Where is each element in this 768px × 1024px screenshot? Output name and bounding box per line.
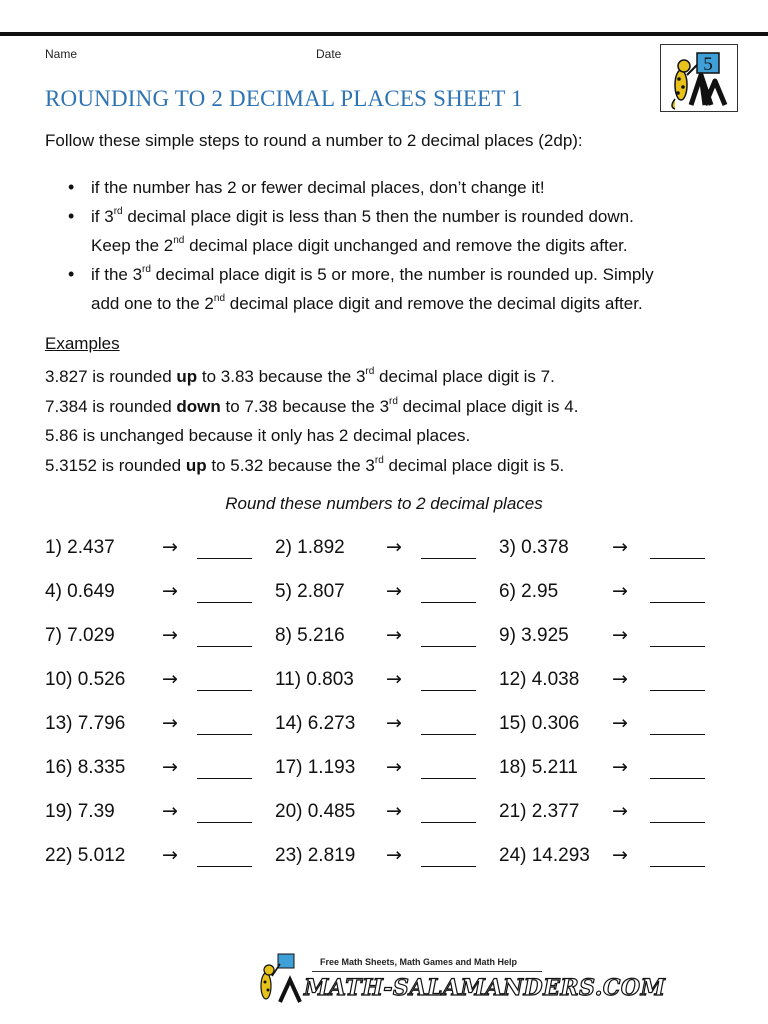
- answer-blank[interactable]: [421, 690, 476, 691]
- arrow-right-icon: →: [386, 668, 402, 690]
- question-label: 9) 3.925: [499, 625, 569, 646]
- answer-blank[interactable]: [421, 822, 476, 823]
- question-label: 15) 0.306: [499, 713, 580, 734]
- question-row: [0, 706, 768, 736]
- grade-logo: [660, 44, 738, 112]
- answer-blank[interactable]: [421, 778, 476, 779]
- arrow-right-icon: →: [612, 756, 628, 778]
- arrow-right-icon: →: [162, 756, 178, 778]
- footer-brand: MATH-SALAMANDERS.COM: [304, 975, 666, 1001]
- question-label: 11) 0.803: [275, 669, 354, 690]
- logo-number: 5: [703, 54, 713, 75]
- question-row: [0, 574, 768, 604]
- question-label: 5) 2.807: [275, 581, 345, 602]
- example-line: 3.827 is rounded up to 3.83 because the 3rd decimal place digit is 7.: [45, 366, 555, 386]
- answer-blank[interactable]: [197, 646, 252, 647]
- footer-tagline: Free Math Sheets, Math Games and Math Help: [320, 957, 518, 967]
- step-item: • if the number has 2 or fewer decimal places, don’t change it!: [45, 173, 735, 202]
- question-label: 16) 8.335: [45, 757, 126, 778]
- example-line: 7.384 is rounded down to 7.38 because the 3rd decimal place digit is 4.: [45, 395, 579, 416]
- question-row: [0, 618, 768, 648]
- questions-instruction: Round these numbers to 2 decimal places: [225, 494, 543, 513]
- arrow-right-icon: →: [162, 712, 178, 734]
- answer-blank[interactable]: [421, 734, 476, 735]
- question-row: [0, 750, 768, 780]
- arrow-right-icon: →: [612, 800, 628, 822]
- arrow-right-icon: →: [612, 668, 628, 690]
- question-row: [0, 662, 768, 692]
- arrow-right-icon: →: [162, 800, 178, 822]
- question-label: 21) 2.377: [499, 801, 580, 822]
- arrow-right-icon: →: [386, 712, 402, 734]
- arrow-right-icon: →: [612, 844, 628, 866]
- name-label: Name: [45, 47, 78, 61]
- answer-blank[interactable]: [421, 602, 476, 603]
- question-label: 10) 0.526: [45, 669, 126, 690]
- answer-blank[interactable]: [650, 690, 705, 691]
- arrow-right-icon: →: [612, 580, 628, 602]
- question-label: 6) 2.95: [499, 581, 559, 602]
- footer-logo: [250, 950, 666, 1010]
- answer-blank[interactable]: [197, 778, 252, 779]
- question-label: 20) 0.485: [275, 801, 356, 822]
- question-label: 2) 1.892: [275, 537, 345, 558]
- question-label: 24) 14.293: [499, 845, 590, 866]
- answer-blank[interactable]: [650, 646, 705, 647]
- answer-blank[interactable]: [650, 602, 705, 603]
- question-label: 8) 5.216: [275, 625, 345, 646]
- answer-blank[interactable]: [197, 602, 252, 603]
- answer-blank[interactable]: [197, 558, 252, 559]
- examples-heading: Examples: [45, 334, 120, 353]
- arrow-right-icon: →: [612, 712, 628, 734]
- examples-list: [45, 362, 745, 480]
- footer-divider: [312, 971, 542, 972]
- date-label: Date: [316, 47, 342, 61]
- page-title: ROUNDING TO 2 DECIMAL PLACES SHEET 1: [45, 86, 523, 111]
- answer-blank[interactable]: [421, 558, 476, 559]
- answer-blank[interactable]: [197, 734, 252, 735]
- arrow-right-icon: →: [386, 800, 402, 822]
- arrow-right-icon: →: [612, 624, 628, 646]
- footer-salamander-icon: [250, 950, 310, 1010]
- question-label: 13) 7.796: [45, 713, 126, 734]
- question-label: 19) 7.39: [45, 801, 115, 822]
- answer-blank[interactable]: [197, 690, 252, 691]
- question-label: 18) 5.211: [499, 757, 578, 778]
- question-label: 1) 2.437: [45, 537, 115, 558]
- answer-blank[interactable]: [197, 866, 252, 867]
- top-rule: [0, 32, 768, 36]
- question-label: 7) 7.029: [45, 625, 115, 646]
- arrow-right-icon: →: [162, 624, 178, 646]
- salamander-logo-icon: [661, 45, 737, 111]
- arrow-right-icon: →: [386, 580, 402, 602]
- answer-blank[interactable]: [421, 646, 476, 647]
- intro-text: Follow these simple steps to round a number to 2 decimal places (2dp):: [45, 131, 583, 150]
- answer-blank[interactable]: [650, 734, 705, 735]
- question-label: 4) 0.649: [45, 581, 115, 602]
- arrow-right-icon: →: [162, 536, 178, 558]
- question-label: 22) 5.012: [45, 845, 126, 866]
- arrow-right-icon: →: [386, 844, 402, 866]
- arrow-right-icon: →: [612, 536, 628, 558]
- answer-blank[interactable]: [650, 778, 705, 779]
- arrow-right-icon: →: [162, 844, 178, 866]
- question-label: 12) 4.038: [499, 669, 580, 690]
- answer-blank[interactable]: [650, 822, 705, 823]
- answer-blank[interactable]: [421, 866, 476, 867]
- question-label: 17) 1.193: [275, 757, 356, 778]
- arrow-right-icon: →: [162, 580, 178, 602]
- arrow-right-icon: →: [162, 668, 178, 690]
- answer-blank[interactable]: [650, 558, 705, 559]
- arrow-right-icon: →: [386, 756, 402, 778]
- question-row: [0, 530, 768, 560]
- question-label: 23) 2.819: [275, 845, 356, 866]
- example-line: 5.86 is unchanged because it only has 2 decimal places.: [45, 426, 471, 445]
- question-label: 3) 0.378: [499, 537, 569, 558]
- arrow-right-icon: →: [386, 624, 402, 646]
- answer-blank[interactable]: [650, 866, 705, 867]
- example-line: 5.3152 is rounded up to 5.32 because the 3rd decimal place digit is 5.: [45, 454, 565, 475]
- answer-blank[interactable]: [197, 822, 252, 823]
- question-label: 14) 6.273: [275, 713, 356, 734]
- step-item: • if the 3rd decimal place digit is 5 or more, the number is rounded up. Simply add one to the 2nd decimal place digit and remove the decimal digits after.: [45, 260, 735, 318]
- rounding-steps-list: [45, 173, 735, 318]
- question-row: [0, 838, 768, 868]
- question-row: [0, 794, 768, 824]
- arrow-right-icon: →: [386, 536, 402, 558]
- step-item: • if 3rd decimal place digit is less than 5 then the number is rounded down. Keep the 2nd decimal place digit unchanged and remove the digits after.: [45, 202, 735, 260]
